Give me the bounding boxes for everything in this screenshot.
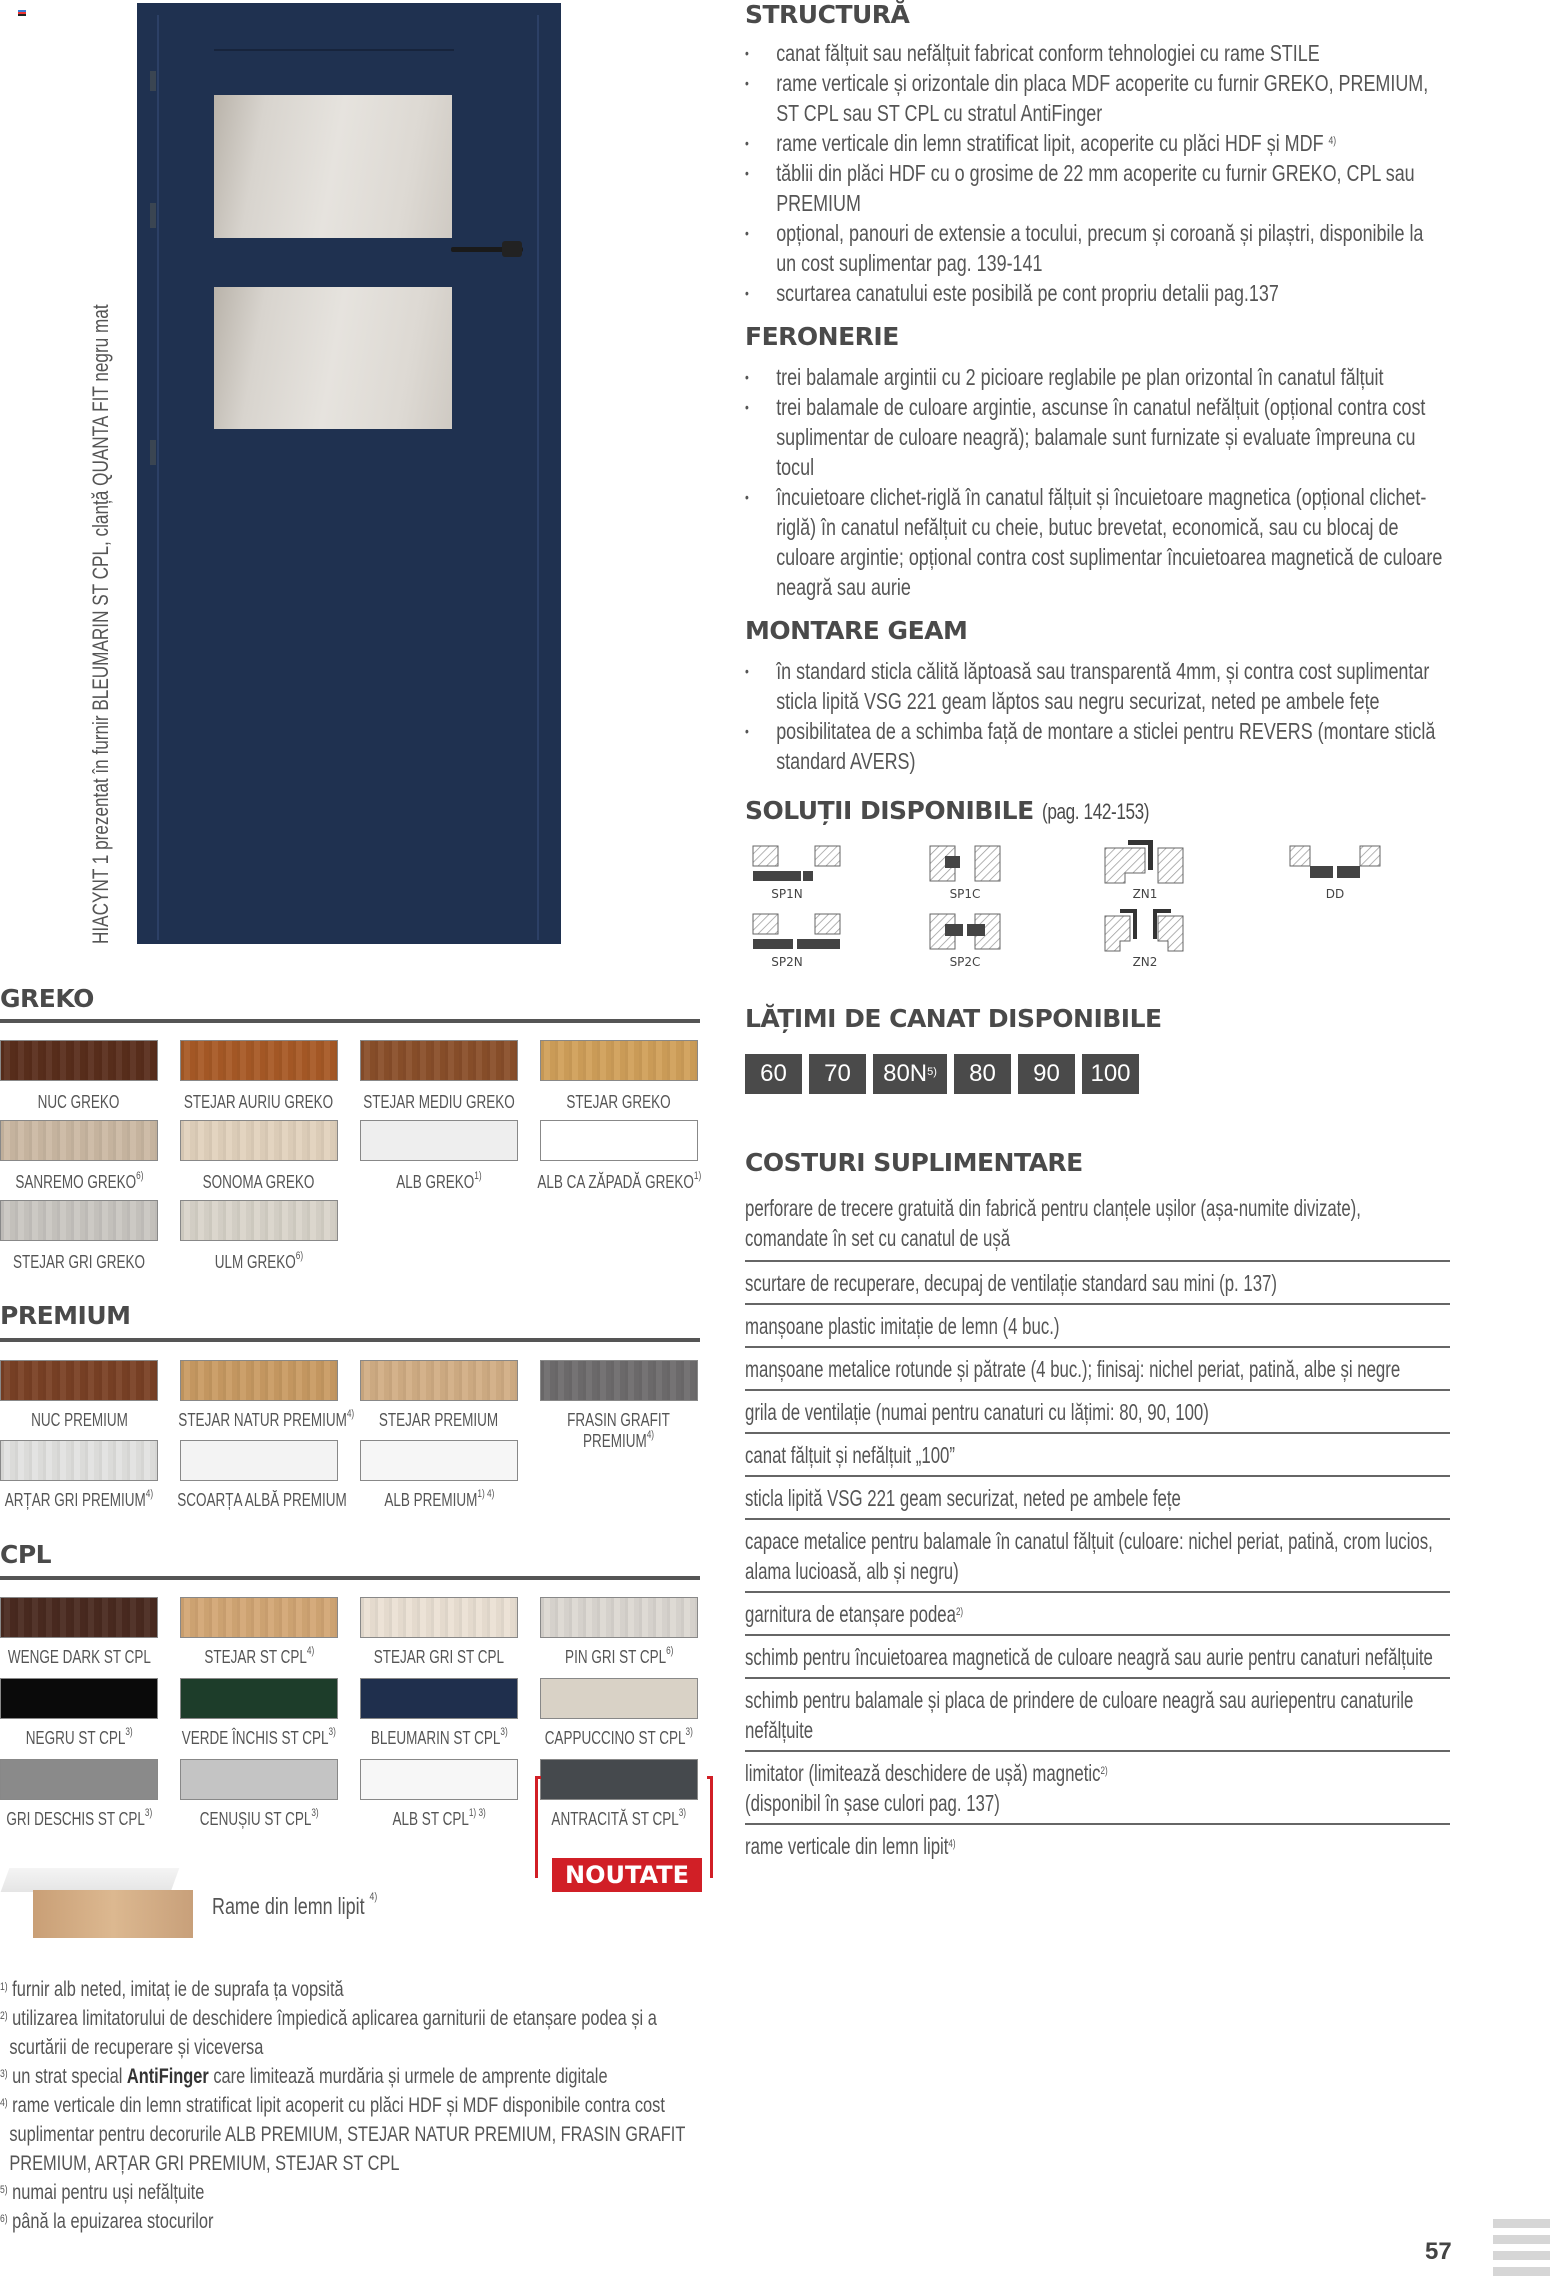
cpl-heading: CPL [0, 1540, 52, 1569]
footnote-ref: 1) 4) [477, 1488, 494, 1500]
swatch-label-wrap [392, 1809, 485, 1830]
swatch-label-text: STEJAR NATUR PREMIUM [178, 1410, 347, 1430]
swatch-label [509, 1647, 729, 1668]
swatch-label-wrap [182, 1728, 336, 1749]
structura-heading: STRUCTURĂ [745, 0, 910, 29]
footnote-ref: 3) [685, 1726, 694, 1738]
color-swatch[interactable] [0, 1597, 158, 1638]
swatch-label [509, 1728, 729, 1749]
swatch-label-text: STEJAR ST CPL [204, 1647, 307, 1667]
footnote-ref: 3) [311, 1807, 319, 1819]
list-item [745, 218, 1447, 278]
swatch-label-text: CAPPUCCINO ST CPL [544, 1728, 686, 1748]
footnote-ref: 4) [948, 1838, 956, 1850]
swatch-label-wrap [537, 1172, 701, 1193]
swatch-label-text: ALB GREKO [396, 1172, 475, 1192]
swatch-label-wrap [31, 1410, 128, 1431]
swatch-label-text: FRASIN GRAFIT [567, 1410, 671, 1430]
color-swatch[interactable] [180, 1040, 338, 1081]
diagram-zn1 [1105, 840, 1183, 901]
diagram-dd [1290, 846, 1380, 901]
footnote-text: rame verticale din lemn stratificat lipit acoperit cu plăci HDF și MDF disponibile contra cost suplimentar pentru decorurile ALB PREMIUM, STEJAR NATUR PREMIUM, FRASIN GRAFIT PREMIUM, ARȚAR GRI PREMIUM, STEJAR ST CPL [7, 2094, 686, 2175]
frame-top-face [1, 1868, 180, 1892]
swatch-label-wrap [6, 1809, 152, 1830]
hinge-icon [150, 71, 156, 91]
swatch-label-wrap [567, 1092, 671, 1113]
footnote-ref: 6) [295, 1250, 304, 1262]
structura-list [745, 38, 1447, 308]
cost-item [745, 1303, 1450, 1346]
cost-item-text-wrap [745, 1831, 1446, 1861]
frame-wood-face [33, 1890, 193, 1938]
cost-item [745, 1823, 1450, 1866]
width-badge [954, 1054, 1011, 1094]
cost-item-text: limitator (limitează deschidere de ușă) magnetic [745, 1760, 1101, 1786]
color-swatch[interactable] [360, 1678, 518, 1719]
cost-item-text-wrap [745, 1483, 1446, 1513]
color-swatch[interactable] [0, 1200, 158, 1241]
section-divider [0, 1576, 700, 1580]
width-value: 80 [969, 1060, 996, 1087]
color-swatch[interactable] [180, 1360, 338, 1401]
footnote-text: utilizarea limitatorului de deschidere împiedică aplicarea garniturii de etanșare podea și a scurtării de recuperare și viceversa [7, 2007, 657, 2059]
cost-item-text-wrap [745, 1685, 1446, 1745]
footnote-ref: 6) [665, 1645, 674, 1657]
swatch-label [149, 1252, 369, 1273]
color-swatch[interactable] [360, 1440, 518, 1481]
swatch-label-wrap [371, 1728, 508, 1749]
swatch-label-text: STEJAR AURIU GREKO [184, 1092, 334, 1112]
swatch-label-wrap [568, 1410, 671, 1452]
swatch-label-text: STEJAR PREMIUM [379, 1410, 499, 1430]
costuri-heading: COSTURI SUPLIMENTARE [745, 1148, 1083, 1177]
footnote-ref: 3) [328, 1726, 337, 1738]
list-item [745, 68, 1447, 128]
list-item [745, 392, 1447, 482]
cost-item [745, 1591, 1450, 1634]
list-item [745, 656, 1447, 716]
cost-item [745, 1677, 1450, 1750]
diagram-zn2 [1105, 909, 1183, 969]
color-swatch[interactable] [180, 1597, 338, 1638]
swatch-label-wrap [379, 1410, 498, 1431]
item-text: canat fălțuit sau nefălțuit fabricat conform tehnologiei cu rame STILE [776, 40, 1320, 66]
list-item [745, 716, 1447, 776]
diagram-label: DD [1325, 887, 1345, 901]
cost-item [745, 1187, 1450, 1260]
color-swatch[interactable] [360, 1759, 518, 1800]
color-swatch[interactable] [0, 1678, 158, 1719]
cost-item-text: rame verticale din lemn lipit [745, 1833, 949, 1859]
item-text: în standard sticla călită lăptoasă sau transparentă 4mm, și contra cost suplimentar sticla lipită VSG 221 geam lăptos sau negru securizat, neted pe ambele fețe [776, 658, 1430, 714]
footnote-ref: 4) [369, 1891, 378, 1903]
cost-item-text: garnitura de etanșare podea [745, 1601, 956, 1627]
footnote [0, 1975, 702, 2004]
width-badge [1018, 1054, 1075, 1094]
cost-item [745, 1389, 1450, 1432]
cost-item-text-wrap [745, 1758, 1446, 1818]
swatch-label-text: SANREMO GREKO [14, 1172, 136, 1192]
footnote-ref: 3) [500, 1726, 508, 1738]
diagram-sp1c [930, 846, 1000, 901]
footnote-bold: AntiFinger [126, 2065, 209, 2088]
footnote-ref: 4) [1328, 135, 1337, 147]
color-swatch[interactable] [180, 1678, 338, 1719]
color-swatch[interactable] [540, 1678, 698, 1719]
list-item [745, 482, 1447, 602]
swatch-label-text: SONOMA GREKO [203, 1172, 315, 1192]
feronerie-list [745, 362, 1447, 602]
swatch-label-text: VERDE ÎNCHIS ST CPL [181, 1728, 329, 1748]
cost-item [745, 1260, 1450, 1303]
cost-item-text: sticla lipită VSG 221 geam securizat, neted pe ambele fețe [745, 1485, 1181, 1511]
footnote-ref: 2) [955, 1606, 964, 1618]
footnote-ref: 2) [1100, 1765, 1108, 1777]
footnote-number: 6) [0, 2213, 8, 2225]
swatch-label-text: NUC PREMIUM [30, 1410, 128, 1430]
cost-item-text: manșoane plastic imitație de lemn (4 buc.) [745, 1313, 1060, 1339]
swatch-label [509, 1172, 729, 1193]
hinge-icon [150, 203, 156, 228]
door-top-rail [214, 15, 454, 51]
swatch-label-wrap [38, 1092, 120, 1113]
latimi-heading: LĂȚIMI DE CANAT DISPONIBILE [745, 1004, 1162, 1033]
cost-item [745, 1750, 1450, 1823]
width-value: 70 [824, 1060, 851, 1087]
swatch-label-text: NEGRU ST CPL [25, 1728, 126, 1748]
cost-item-text: canat fălțuit și nefălțuit „100” [745, 1442, 956, 1468]
footnote-ref: 4) [346, 1408, 355, 1420]
item-text: scurtarea canatului este posibilă pe cont propriu detalii pag.137 [776, 280, 1279, 306]
list-item [745, 158, 1447, 218]
swatch-label-wrap [178, 1410, 354, 1431]
feronerie-heading: FERONERIE [745, 322, 899, 351]
swatch-label-wrap [396, 1172, 481, 1193]
flag-mark-icon [18, 10, 26, 16]
swatch-label-text: WENGE DARK ST CPL [7, 1647, 151, 1667]
footnote-text: până la epuizarea stocurilor [7, 2210, 214, 2233]
width-badge [745, 1054, 802, 1094]
montare-heading: MONTARE GEAM [745, 616, 968, 645]
montare-list [745, 656, 1447, 776]
diagram-label: SP2C [949, 955, 981, 969]
swatch-label-wrap [203, 1172, 315, 1193]
footnote-number: 2) [0, 2010, 8, 2022]
swatch-label-wrap [177, 1490, 347, 1511]
width-value: 80N [883, 1060, 928, 1087]
door-caption: HIACYNT 1 prezentat în furnir BLEUMARIN ST CPL, clanță QUANTA FIT negru mat [88, 304, 113, 944]
item-text: încuietoare clichet-riglă în canatul fălțuit și încuietoare magnetica (opțional clichet-riglă) în canatul nefălțuit cu cheie, butuc brevetat, economică, sau cu blocaj de culoare argintie; opțional contra cost suplimentar încuietoarea magnetică de culoare neagră sau aurie [776, 484, 1443, 600]
footnote [0, 2091, 702, 2178]
cost-item-text-wrap [745, 1193, 1446, 1253]
footnote-ref: 3) [144, 1807, 152, 1819]
color-swatch[interactable] [180, 1120, 338, 1161]
swatch-label [509, 1410, 729, 1452]
cost-item [745, 1346, 1450, 1389]
width-value: 90 [1033, 1060, 1060, 1087]
swatch-label-wrap [7, 1647, 150, 1668]
swatch-label-wrap [5, 1490, 153, 1511]
color-swatch[interactable] [0, 1120, 158, 1161]
swatch-label-text: GRI DESCHIS ST CPL [6, 1809, 145, 1829]
color-swatch[interactable] [360, 1360, 518, 1401]
cost-item-text: manșoane metalice rotunde și pătrate (4 buc.); finisaj: nichel periat, patină, albe și negre [745, 1356, 1401, 1382]
new-bracket-tick [535, 1776, 541, 1779]
list-item [745, 362, 1447, 392]
list-item [745, 128, 1447, 158]
footnote-ref: 3) [678, 1807, 687, 1819]
swatch-label-text: ARȚAR GRI PREMIUM [4, 1490, 146, 1510]
swatch-label-text: STEJAR GRI ST CPL [373, 1647, 505, 1667]
door-glass-top [214, 95, 452, 238]
item-text: trei balamale de culoare argintie, ascunse în canatul nefălțuit (opțional contra cost suplimentar de culoare neagră); balamale sunt furnizate și evaluate împreuna cu tocul [776, 394, 1426, 480]
door-handle-rose [502, 241, 522, 257]
cost-item-text-wrap [745, 1268, 1446, 1298]
footnote [0, 2207, 702, 2236]
cost-item-text: grila de ventilație (numai pentru canaturi cu lățimi: 80, 90, 100) [745, 1399, 1209, 1425]
solutii-heading [745, 796, 1179, 827]
swatch-label-text: STEJAR GRI GREKO [12, 1252, 146, 1272]
swatch-label-wrap [26, 1728, 133, 1749]
footnote-number: 3) [0, 2068, 8, 2080]
solutii-title: SOLUȚII DISPONIBILE [745, 796, 1034, 825]
width-value: 100 [1090, 1060, 1131, 1087]
diagram-label: ZN2 [1132, 955, 1158, 969]
cost-item-text-wrap [745, 1397, 1446, 1427]
page-stripes-icon [1493, 2219, 1550, 2277]
door-glass-bottom [214, 287, 452, 429]
diagram-label: ZN1 [1132, 887, 1158, 901]
item-text: rame verticale și orizontale din placa MDF acoperite cu furnir GREKO, PREMIUM, ST CPL sau ST CPL cu stratul AntiFinger [776, 70, 1429, 126]
hinge-icon [150, 440, 156, 465]
diagram-label: SP2N [771, 955, 803, 969]
footnote-number: 5) [0, 2184, 8, 2196]
rame-frame-image [5, 1868, 190, 1940]
cost-item-text: capace metalice pentru balamale în canatul fălțuit (culoare: nichel periat, patină, crom lucios, alama lucioasă, alb și negru) [745, 1528, 1433, 1584]
color-swatch[interactable] [0, 1360, 158, 1401]
swatch-label [329, 1490, 549, 1511]
cost-item-text: schimb pentru balamale și placa de prindere de culoare neagră sau auriepentru canaturile nefălțuite [745, 1687, 1414, 1743]
color-swatch[interactable] [540, 1597, 698, 1638]
diagram-sp2c [930, 914, 1000, 969]
cost-item-text-wrap [745, 1354, 1446, 1384]
swatch-label-wrap [200, 1809, 319, 1830]
swatch-label-wrap [184, 1092, 333, 1113]
swatch-label-text: ALB ST CPL [392, 1809, 469, 1829]
footnote-ref: 1) [474, 1170, 482, 1182]
swatch-label-text: PIN GRI ST CPL [564, 1647, 666, 1667]
swatch-label-text: NUC GREKO [38, 1092, 120, 1112]
color-swatch[interactable] [180, 1759, 338, 1800]
cost-item-text-line2: (disponibil în șase culori pag. 137) [745, 1790, 1000, 1816]
door-image [137, 3, 561, 944]
cost-item-text-wrap [745, 1642, 1446, 1672]
footnote-ref: 4) [145, 1488, 154, 1500]
swatch-label-text: STEJAR GREKO [566, 1092, 672, 1112]
width-value: 60 [760, 1060, 787, 1087]
swatch-label-wrap [374, 1647, 504, 1668]
cost-item-text: perforare de trecere gratuită din fabrică pentru clanțele ușilor (așa-numite divizate), comandate în set cu canatul de ușă [745, 1195, 1361, 1251]
width-badge [809, 1054, 866, 1094]
color-swatch[interactable] [0, 1759, 158, 1800]
swatch-label-wrap [384, 1490, 494, 1511]
solutii-pages: (pag. 142-153) [1041, 799, 1150, 824]
swatch-label-text: ALB PREMIUM [384, 1490, 478, 1510]
footnote-ref: 4) [647, 1429, 655, 1441]
new-bracket-tick [707, 1776, 713, 1779]
cost-item-text-wrap [745, 1440, 1446, 1470]
color-swatch[interactable] [0, 1440, 158, 1481]
cost-item [745, 1634, 1450, 1677]
swatch-label-wrap [15, 1172, 143, 1193]
diagram-label: SP1N [771, 887, 803, 901]
footnote-text: furnir alb neted, imitaț ie de suprafa ța vopsită [7, 1978, 344, 2001]
footnote-number: 4) [0, 2097, 8, 2109]
width-badge [1082, 1054, 1139, 1094]
cost-item-text: schimb pentru încuietoarea magnetică de culoare neagră sau aurie pentru canaturi nefălțuite [745, 1644, 1433, 1670]
swatch-label-line2: PREMIUM [583, 1431, 648, 1451]
swatch-label-text: ALB CA ZĂPADĂ GREKO [537, 1172, 694, 1192]
color-swatch[interactable] [0, 1040, 158, 1081]
list-item [745, 38, 1447, 68]
color-swatch[interactable] [180, 1440, 338, 1481]
footnote-number: 1) [0, 1981, 8, 1993]
swatch-label-text: ANTRACITĂ ST CPL [551, 1809, 679, 1829]
swatch-label-wrap [565, 1647, 673, 1668]
cost-item-text-wrap [745, 1311, 1446, 1341]
footnote [0, 2062, 702, 2091]
rame-label-text: Rame din lemn lipit [212, 1893, 365, 1919]
color-swatch[interactable] [360, 1597, 518, 1638]
footnote-text: numai pentru uși nefălțuite [7, 2181, 205, 2204]
swatch-label [509, 1092, 729, 1113]
page-number: 57 [1425, 2238, 1452, 2265]
swatch-label-wrap [363, 1092, 515, 1113]
section-divider [0, 1019, 700, 1023]
footnote [0, 2178, 702, 2207]
cost-item-text: scurtare de recuperare, decupaj de ventilație standard sau mini (p. 137) [745, 1270, 1277, 1296]
item-text: rame verticale din lemn stratificat lipit, acoperite cu plăci HDF și MDF [776, 130, 1324, 156]
swatch-label-wrap [204, 1647, 314, 1668]
swatch-label-text: SCOARȚA ALBĂ PREMIUM [177, 1490, 347, 1510]
color-swatch[interactable] [540, 1120, 698, 1161]
solutions-diagrams [745, 836, 1425, 996]
footnote [0, 2004, 702, 2062]
footnote-ref: 4) [306, 1645, 314, 1657]
footnote-ref: 5) [927, 1066, 937, 1078]
spec-sections [745, 0, 1450, 776]
cost-item-text-wrap [745, 1599, 1446, 1629]
footnote-text: un strat special [7, 2065, 127, 2088]
list-item [745, 278, 1447, 308]
diagram-sp1n [753, 846, 840, 901]
color-swatch[interactable] [180, 1200, 338, 1241]
greko-heading: GREKO [0, 984, 94, 1013]
costuri-list [745, 1187, 1450, 1866]
diagram-label: SP1C [949, 887, 981, 901]
footnote-ref: 3) [125, 1726, 133, 1738]
color-swatch[interactable] [540, 1360, 698, 1401]
footnote-ref: 1) 3) [468, 1807, 486, 1819]
color-swatch[interactable] [360, 1040, 518, 1081]
width-badge [873, 1054, 947, 1094]
cost-item [745, 1518, 1450, 1591]
item-text: posibilitatea de a schimba față de montare a sticlei pentru REVERS (montare sticlă standard AVERS) [776, 718, 1436, 774]
swatch-label-text: CENUȘIU ST CPL [199, 1809, 312, 1829]
section-divider [0, 1338, 700, 1342]
swatch-label-wrap [215, 1252, 303, 1273]
swatch-label-wrap [545, 1728, 693, 1749]
diagram-sp2n [753, 914, 840, 969]
footnote-ref: 1) [693, 1170, 701, 1182]
color-swatch[interactable] [540, 1040, 698, 1081]
rame-label [212, 1893, 377, 1920]
item-text: trei balamale argintii cu 2 picioare reglabile pe plan orizontal în canatul fălțuit [776, 364, 1384, 390]
item-text: tăblii din plăci HDF cu o grosime de 22 mm acoperite cu furnir GREKO, CPL sau PREMIUM [776, 160, 1415, 216]
swatch-label-text: BLEUMARIN ST CPL [370, 1728, 501, 1748]
cost-item-text-wrap [745, 1526, 1446, 1586]
cost-item [745, 1475, 1450, 1518]
swatch-label-text: STEJAR MEDIU GREKO [363, 1092, 515, 1112]
item-text: opțional, panouri de extensie a tocului, precum și coroană și pilaștri, disponibile la un cost suplimentar pag. 139-141 [776, 220, 1424, 276]
new-badge: NOUTATE [552, 1858, 702, 1892]
swatch-label-wrap [13, 1252, 145, 1273]
footnote-text: care limitează murdăria și urmele de amprente digitale [208, 2065, 608, 2088]
cost-item [745, 1432, 1450, 1475]
footnote-ref: 6) [135, 1170, 144, 1182]
premium-heading: PREMIUM [0, 1301, 131, 1330]
color-swatch[interactable] [360, 1120, 518, 1161]
footnotes [0, 1975, 702, 2236]
swatch-label-text: ULM GREKO [214, 1252, 296, 1272]
